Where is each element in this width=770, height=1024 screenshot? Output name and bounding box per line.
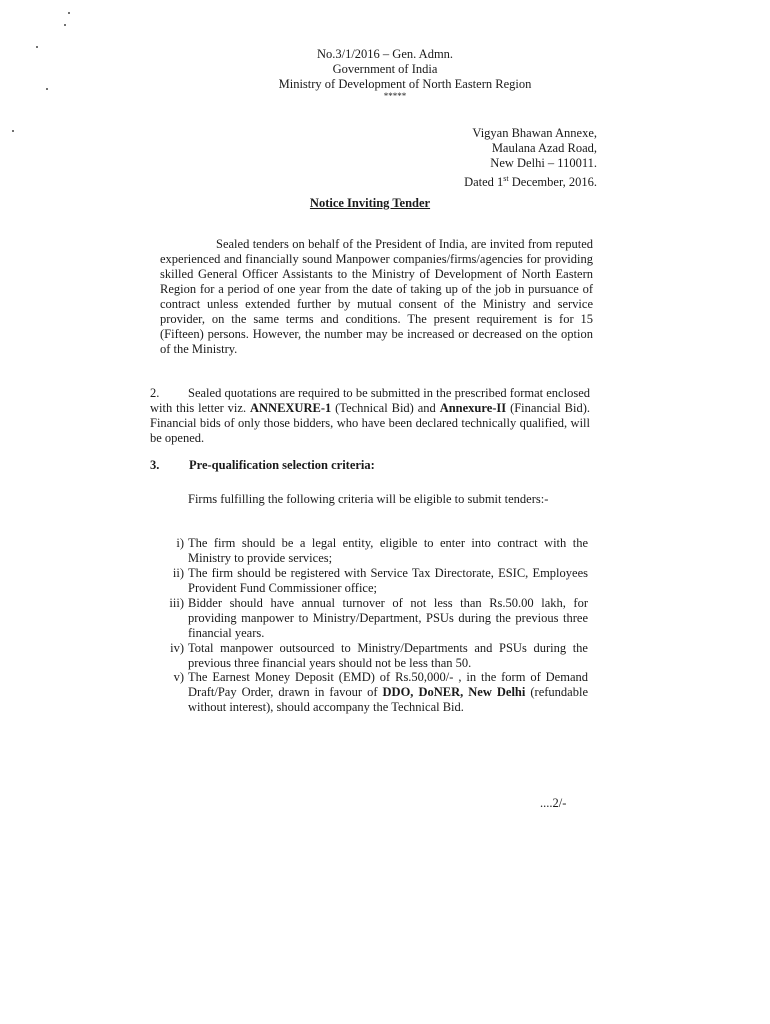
date-line: Dated 1st December, 2016. [464, 174, 597, 190]
section-2-number: 2. [150, 386, 160, 400]
criteria-label: ii) [172, 566, 184, 580]
government-name: Government of India [332, 62, 438, 76]
section-3-number: 3. [150, 458, 160, 472]
section-3-heading: Pre-qualification selection criteria: [189, 458, 375, 472]
section-3-intro: Firms fulfilling the following criteria will be eligible to submit tenders:- [188, 492, 549, 506]
criteria-label: v) [173, 670, 184, 684]
scan-speck [68, 12, 70, 14]
criteria-text: The Earnest Money Deposit (EMD) of Rs.50,000/- , in the form of Demand Draft/Pay Order, drawn in favour of DDO, DoNER, New Delhi (refundable without interest), should accompany the Technical Bid. [188, 670, 588, 714]
letter-header [0, 47, 770, 101]
address-line-1: Vigyan Bhawan Annexe, [472, 126, 597, 140]
criteria-text: The firm should be registered with Service Tax Directorate, ESIC, Employees Provident Fund Commissioner office; [188, 566, 588, 595]
page-continuation: ....2/- [540, 796, 567, 810]
notice-title: Notice Inviting Tender [309, 196, 431, 210]
scan-speck [12, 130, 14, 132]
criteria-text: Bidder should have annual turnover of not less than Rs.50.00 lakh, for providing manpower to Ministry/Department, PSUs during the previous three financial years. [188, 596, 588, 640]
reference-number: No.3/1/2016 – Gen. Admn. [316, 47, 454, 61]
address-line-2: Maulana Azad Road, [491, 141, 597, 155]
criteria-text: The firm should be a legal entity, eligible to enter into contract with the Ministry to provide services; [188, 536, 588, 565]
criteria-label: iii) [169, 596, 184, 610]
address-block [430, 126, 597, 190]
ministry-name: Ministry of Development of North Eastern Region [278, 77, 532, 91]
criteria-text: Total manpower outsourced to Ministry/Departments and PSUs during the previous three financial years should not be less than 50. [188, 641, 588, 670]
section-2-paragraph: Sealed quotations are required to be submitted in the prescribed format enclosed with this letter viz. ANNEXURE-1 (Technical Bid) and Annexure-II (Financial Bid). Financial bids of only those bidders, who have been declared technically qualified, will be opened. [150, 386, 590, 445]
scan-speck [64, 24, 66, 26]
criteria-label: i) [176, 536, 184, 550]
intro-paragraph: Sealed tenders on behalf of the President of India, are invited from reputed experienced and financially sound Manpower companies/firms/agencies for providing skilled General Officer Assistants to the Ministry of Development of North Eastern Region for a period of one year from the date of taking up of the job in pursuance of contract unless extended further by mutual consent of the Ministry and service provider, on the same terms and conditions. The present requirement is for 15 (Fifteen) persons. However, the number may be increased or decreased on the option of the Ministry. [160, 237, 593, 356]
address-line-3: New Delhi – 110011. [490, 156, 597, 170]
header-stars: ***** [383, 91, 407, 101]
criteria-label: iv) [170, 641, 184, 655]
